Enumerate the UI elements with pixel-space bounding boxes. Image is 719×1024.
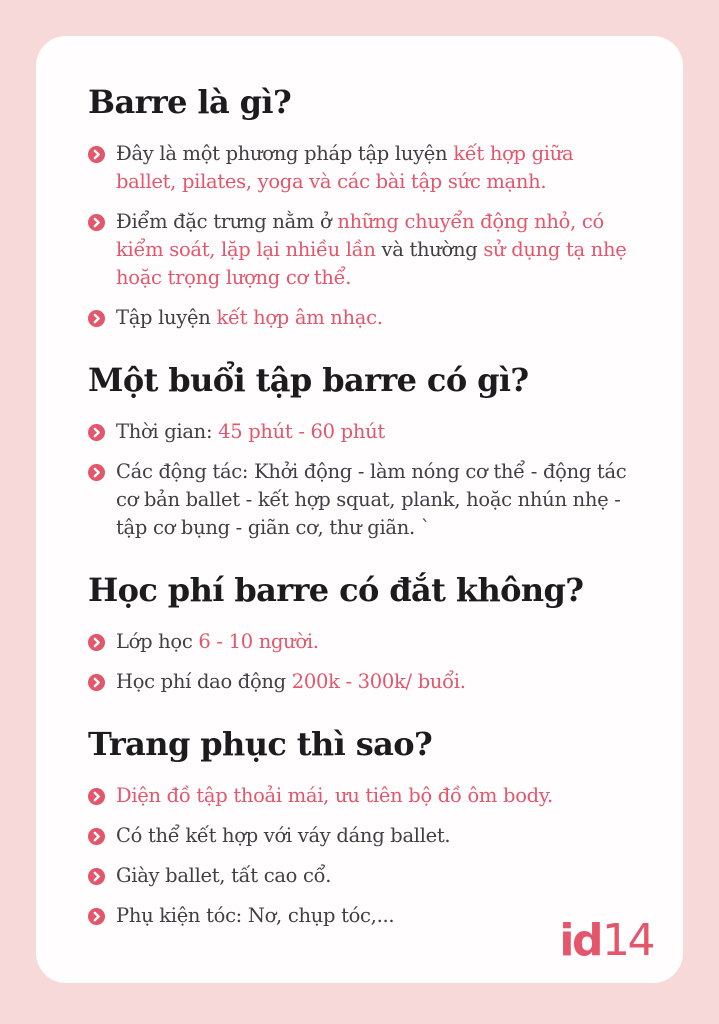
section	[88, 82, 635, 332]
section	[88, 360, 635, 542]
bullet-text-plain: Các động tác: Khởi động - làm nóng cơ thể - động tác cơ bản ballet - kết hợp squat, plank, hoặc nhún nhẹ - tập cơ bụng - giãn cơ, thư giãn. ˋ	[116, 460, 627, 539]
bullet-text	[116, 902, 394, 930]
bullet-text-accent: 45 phút - 60 phút	[218, 420, 385, 443]
bullet-text-plain: Học phí dao động	[116, 670, 292, 693]
bullet-text	[116, 458, 635, 542]
bullet-text-plain: Lớp học	[116, 630, 199, 653]
bullet-text	[116, 628, 319, 656]
bullet-item	[88, 458, 635, 542]
sections-container	[88, 82, 635, 930]
section-heading: Học phí barre có đắt không?	[88, 571, 584, 609]
bullet-item	[88, 628, 635, 656]
bullet-text	[116, 782, 553, 810]
section-heading: Trang phục thì sao?	[88, 725, 433, 763]
bullet-item	[88, 902, 635, 930]
chevron-right-circle-icon	[88, 634, 105, 651]
bullet-text	[116, 418, 385, 446]
content-card	[36, 36, 683, 983]
bullet-text-plain: Điểm đặc trưng nằm ở	[116, 210, 338, 233]
bullet-item	[88, 782, 635, 810]
bullet-text-accent: Diện đồ tập thoải mái, ưu tiên bộ đồ ôm body.	[116, 784, 553, 807]
chevron-right-circle-icon	[88, 310, 105, 327]
bullet-item	[88, 208, 635, 292]
section-heading: Một buổi tập barre có gì?	[88, 361, 529, 399]
chevron-right-circle-icon	[88, 868, 105, 885]
section-heading: Barre là gì?	[88, 83, 292, 121]
chevron-right-circle-icon	[88, 828, 105, 845]
logo-text-bold: id	[559, 915, 601, 966]
chevron-right-circle-icon	[88, 214, 105, 231]
chevron-right-circle-icon	[88, 788, 105, 805]
bullet-item	[88, 140, 635, 196]
bullet-item	[88, 418, 635, 446]
bullet-text-plain: Thời gian:	[116, 420, 219, 443]
section	[88, 724, 635, 930]
bullet-item	[88, 862, 635, 890]
bullet-item	[88, 822, 635, 850]
logo-text-light: 14	[602, 915, 653, 966]
bullet-text-plain: Tập luyện	[116, 306, 217, 329]
bullet-item	[88, 668, 635, 696]
bullet-text	[116, 822, 450, 850]
bullet-text-accent: sử dụng tạ nhẹ hoặc trọng lượng cơ thể.	[116, 238, 627, 289]
bullet-text-accent: 6 - 10 người.	[198, 630, 319, 653]
section	[88, 570, 635, 696]
bullet-text-plain: Phụ kiện tóc: Nơ, chụp tóc,...	[116, 904, 395, 927]
bullet-text-plain: Có thể kết hợp với váy dáng ballet.	[116, 824, 451, 847]
bullet-text-plain: và thường	[375, 238, 484, 261]
chevron-right-circle-icon	[88, 674, 105, 691]
bullet-text	[116, 140, 635, 196]
bullet-text	[116, 208, 635, 292]
id14-logo	[559, 915, 653, 966]
chevron-right-circle-icon	[88, 908, 105, 925]
bullet-text-accent: kết hợp giữa ballet, pilates, yoga và các bài tập sức mạnh.	[116, 142, 574, 193]
chevron-right-circle-icon	[88, 464, 105, 481]
bullet-text-plain: Đây là một phương pháp tập luyện	[116, 142, 454, 165]
chevron-right-circle-icon	[88, 146, 105, 163]
bullet-text-accent: những chuyển động nhỏ, có kiểm soát, lặp lại nhiều lần	[116, 210, 604, 261]
bullet-text-plain: Giày ballet, tất cao cổ.	[116, 864, 332, 887]
chevron-right-circle-icon	[88, 424, 105, 441]
bullet-text-accent: kết hợp âm nhạc.	[216, 306, 383, 329]
bullet-item	[88, 304, 635, 332]
bullet-text	[116, 304, 383, 332]
bullet-text-accent: 200k - 300k/ buổi.	[291, 670, 466, 693]
bullet-text	[116, 668, 466, 696]
bullet-text	[116, 862, 331, 890]
